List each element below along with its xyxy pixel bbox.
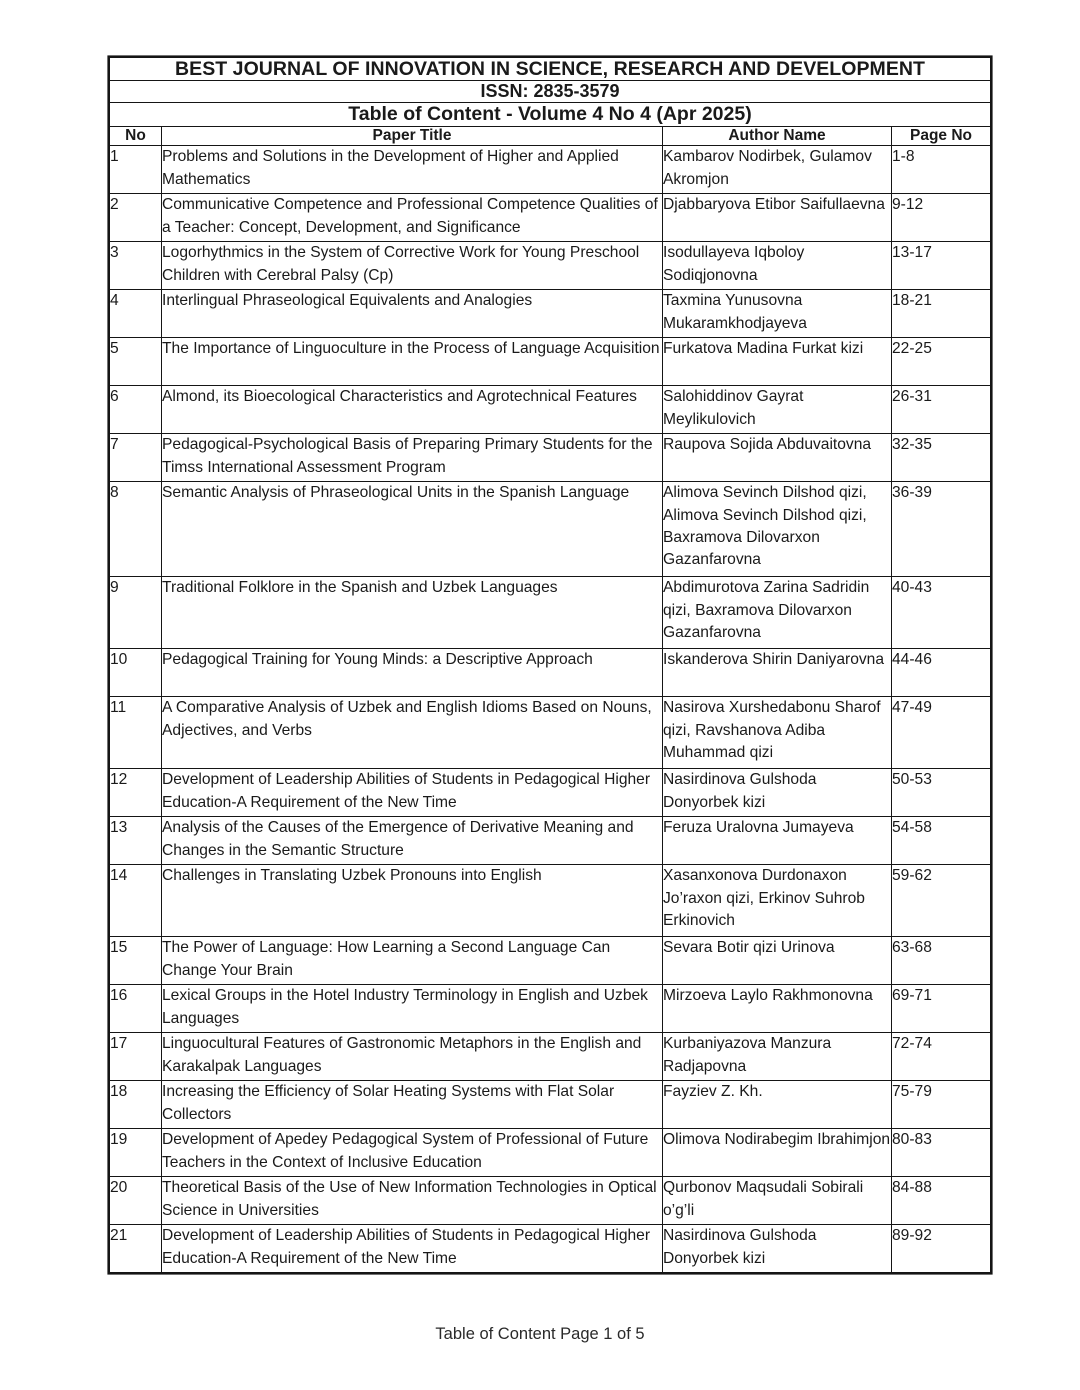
author-name: Kambarov Nodirbek, Gulamov Akromjon xyxy=(663,146,892,194)
author-name: Nasirdinova Gulshoda Donyorbek kizi xyxy=(663,769,892,817)
paper-title: Interlingual Phraseological Equivalents and Analogies xyxy=(162,290,663,338)
paper-title: Increasing the Efficiency of Solar Heating Systems with Flat Solar Collectors xyxy=(162,1081,663,1129)
author-name: Abdimurotova Zarina Sadridin qizi, Baxramova Dilovarxon Gazanfarovna xyxy=(663,577,892,649)
page-range: 54-58 xyxy=(892,817,991,865)
table-row xyxy=(110,434,991,482)
paper-title: Lexical Groups in the Hotel Industry Terminology in English and Uzbek Languages xyxy=(162,985,663,1033)
table-row xyxy=(110,1225,991,1273)
paper-title: Development of Apedey Pedagogical System of Professional of Future Teachers in the Context of Inclusive Education xyxy=(162,1129,663,1177)
author-name: Djabbaryova Etibor Saifullaevna xyxy=(663,194,892,242)
table-body xyxy=(110,58,991,146)
author-name: Fayziev Z. Kh. xyxy=(663,1081,892,1129)
paper-title: Pedagogical-Psychological Basis of Preparing Primary Students for the Timss International Assessment Program xyxy=(162,434,663,482)
table-row xyxy=(110,482,991,577)
footer-page-indicator: Table of Content Page 1 of 5 xyxy=(435,1325,645,1343)
row-number: 1 xyxy=(110,146,162,194)
entries-body xyxy=(110,146,991,1273)
row-number: 7 xyxy=(110,434,162,482)
paper-title: Logorhythmics in the System of Corrective Work for Young Preschool Children with Cerebral Palsy (Cp) xyxy=(162,242,663,290)
page-range: 72-74 xyxy=(892,1033,991,1081)
row-number: 14 xyxy=(110,865,162,937)
row-number: 8 xyxy=(110,482,162,577)
paper-title: Theoretical Basis of the Use of New Information Technologies in Optical Science in Universities xyxy=(162,1177,663,1225)
row-number: 21 xyxy=(110,1225,162,1273)
table-row xyxy=(110,817,991,865)
author-name: Furkatova Madina Furkat kizi xyxy=(663,338,892,386)
page-range: 63-68 xyxy=(892,937,991,985)
author-name: Kurbaniyazova Manzura Radjapovna xyxy=(663,1033,892,1081)
table-row xyxy=(110,290,991,338)
page-range: 59-62 xyxy=(892,865,991,937)
author-name: Raupova Sojida Abduvaitovna xyxy=(663,434,892,482)
column-header-row xyxy=(110,127,991,146)
page-range: 26-31 xyxy=(892,386,991,434)
paper-title: Linguocultural Features of Gastronomic Metaphors in the English and Karakalpak Languages xyxy=(162,1033,663,1081)
author-name: Alimova Sevinch Dilshod qizi, Alimova Sevinch Dilshod qizi, Baxramova Dilovarxon Gazanfarovna xyxy=(663,482,892,577)
row-number: 9 xyxy=(110,577,162,649)
column-header-paper-title: Paper Title xyxy=(162,127,663,146)
issn-text: ISSN: 2835-3579 xyxy=(110,81,991,103)
table-row xyxy=(110,146,991,194)
paper-title: Communicative Competence and Professional Competence Qualities of a Teacher: Concept, Development, and Significance xyxy=(162,194,663,242)
page-range: 32-35 xyxy=(892,434,991,482)
journal-title: BEST JOURNAL OF INNOVATION IN SCIENCE, RESEARCH AND DEVELOPMENT xyxy=(110,58,991,81)
table-of-contents-table xyxy=(109,57,991,1273)
paper-title: The Importance of Linguoculture in the Process of Language Acquisition xyxy=(162,338,663,386)
row-number: 15 xyxy=(110,937,162,985)
page-range: 84-88 xyxy=(892,1177,991,1225)
page-range: 1-8 xyxy=(892,146,991,194)
paper-title: Pedagogical Training for Young Minds: a Descriptive Approach xyxy=(162,649,663,697)
issn-row xyxy=(110,81,991,103)
row-number: 20 xyxy=(110,1177,162,1225)
page-range: 13-17 xyxy=(892,242,991,290)
paper-title: Development of Leadership Abilities of Students in Pedagogical Higher Education-A Requirement of the New Time xyxy=(162,769,663,817)
author-name: Mirzoeva Laylo Rakhmonovna xyxy=(663,985,892,1033)
row-number: 16 xyxy=(110,985,162,1033)
table-row xyxy=(110,1177,991,1225)
row-number: 13 xyxy=(110,817,162,865)
row-number: 6 xyxy=(110,386,162,434)
page-range: 18-21 xyxy=(892,290,991,338)
author-name: Taxmina Yunusovna Mukaramkhodjayeva xyxy=(663,290,892,338)
row-number: 5 xyxy=(110,338,162,386)
author-name: Isodullayeva Iqboloy Sodiqjonovna xyxy=(663,242,892,290)
column-header-page-no: Page No xyxy=(892,127,991,146)
author-name: Sevara Botir qizi Urinova xyxy=(663,937,892,985)
row-number: 19 xyxy=(110,1129,162,1177)
journal-title-row xyxy=(110,58,991,81)
page-range: 22-25 xyxy=(892,338,991,386)
table-row xyxy=(110,1033,991,1081)
page-range: 47-49 xyxy=(892,697,991,769)
table-row xyxy=(110,338,991,386)
page-range: 75-79 xyxy=(892,1081,991,1129)
row-number: 3 xyxy=(110,242,162,290)
table-row xyxy=(110,194,991,242)
page-range: 9-12 xyxy=(892,194,991,242)
table-row xyxy=(110,697,991,769)
page-range: 69-71 xyxy=(892,985,991,1033)
paper-title: Almond, its Bioecological Characteristics and Agrotechnical Features xyxy=(162,386,663,434)
author-name: Olimova Nodirabegim Ibrahimjon xyxy=(663,1129,892,1177)
page-range: 36-39 xyxy=(892,482,991,577)
table-row xyxy=(110,649,991,697)
paper-title: Development of Leadership Abilities of Students in Pedagogical Higher Education-A Requirement of the New Time xyxy=(162,1225,663,1273)
row-number: 18 xyxy=(110,1081,162,1129)
row-number: 10 xyxy=(110,649,162,697)
paper-title: A Comparative Analysis of Uzbek and English Idioms Based on Nouns, Adjectives, and Verbs xyxy=(162,697,663,769)
column-header-no: No xyxy=(110,127,162,146)
paper-title: Challenges in Translating Uzbek Pronouns into English xyxy=(162,865,663,937)
row-number: 2 xyxy=(110,194,162,242)
table-row xyxy=(110,937,991,985)
volume-issue-title: Table of Content - Volume 4 No 4 (Apr 2025) xyxy=(110,103,991,127)
paper-title: Traditional Folklore in the Spanish and Uzbek Languages xyxy=(162,577,663,649)
page-range: 50-53 xyxy=(892,769,991,817)
table-row xyxy=(110,386,991,434)
row-number: 4 xyxy=(110,290,162,338)
page-range: 80-83 xyxy=(892,1129,991,1177)
page-range: 89-92 xyxy=(892,1225,991,1273)
row-number: 17 xyxy=(110,1033,162,1081)
author-name: Feruza Uralovna Jumayeva xyxy=(663,817,892,865)
author-name: Qurbonov Maqsudali Sobirali o’g’li xyxy=(663,1177,892,1225)
volume-row xyxy=(110,103,991,127)
table-row xyxy=(110,577,991,649)
paper-title: Problems and Solutions in the Development of Higher and Applied Mathematics xyxy=(162,146,663,194)
paper-title: The Power of Language: How Learning a Second Language Can Change Your Brain xyxy=(162,937,663,985)
table-row xyxy=(110,1081,991,1129)
author-name: Xasanxonova Durdonaxon Jo’raxon qizi, Erkinov Suhrob Erkinovich xyxy=(663,865,892,937)
table-row xyxy=(110,242,991,290)
author-name: Nasirdinova Gulshoda Donyorbek kizi xyxy=(663,1225,892,1273)
page-range: 44-46 xyxy=(892,649,991,697)
paper-title: Analysis of the Causes of the Emergence of Derivative Meaning and Changes in the Semantic Structure xyxy=(162,817,663,865)
author-name: Iskanderova Shirin Daniyarovna xyxy=(663,649,892,697)
row-number: 11 xyxy=(110,697,162,769)
table-row xyxy=(110,1129,991,1177)
table-row xyxy=(110,865,991,937)
table-row xyxy=(110,769,991,817)
author-name: Salohiddinov Gayrat Meylikulovich xyxy=(663,386,892,434)
row-number: 12 xyxy=(110,769,162,817)
paper-title: Semantic Analysis of Phraseological Units in the Spanish Language xyxy=(162,482,663,577)
page-range: 40-43 xyxy=(892,577,991,649)
column-header-author-name: Author Name xyxy=(663,127,892,146)
author-name: Nasirova Xurshedabonu Sharof qizi, Ravshanova Adiba Muhammad qizi xyxy=(663,697,892,769)
table-row xyxy=(110,985,991,1033)
